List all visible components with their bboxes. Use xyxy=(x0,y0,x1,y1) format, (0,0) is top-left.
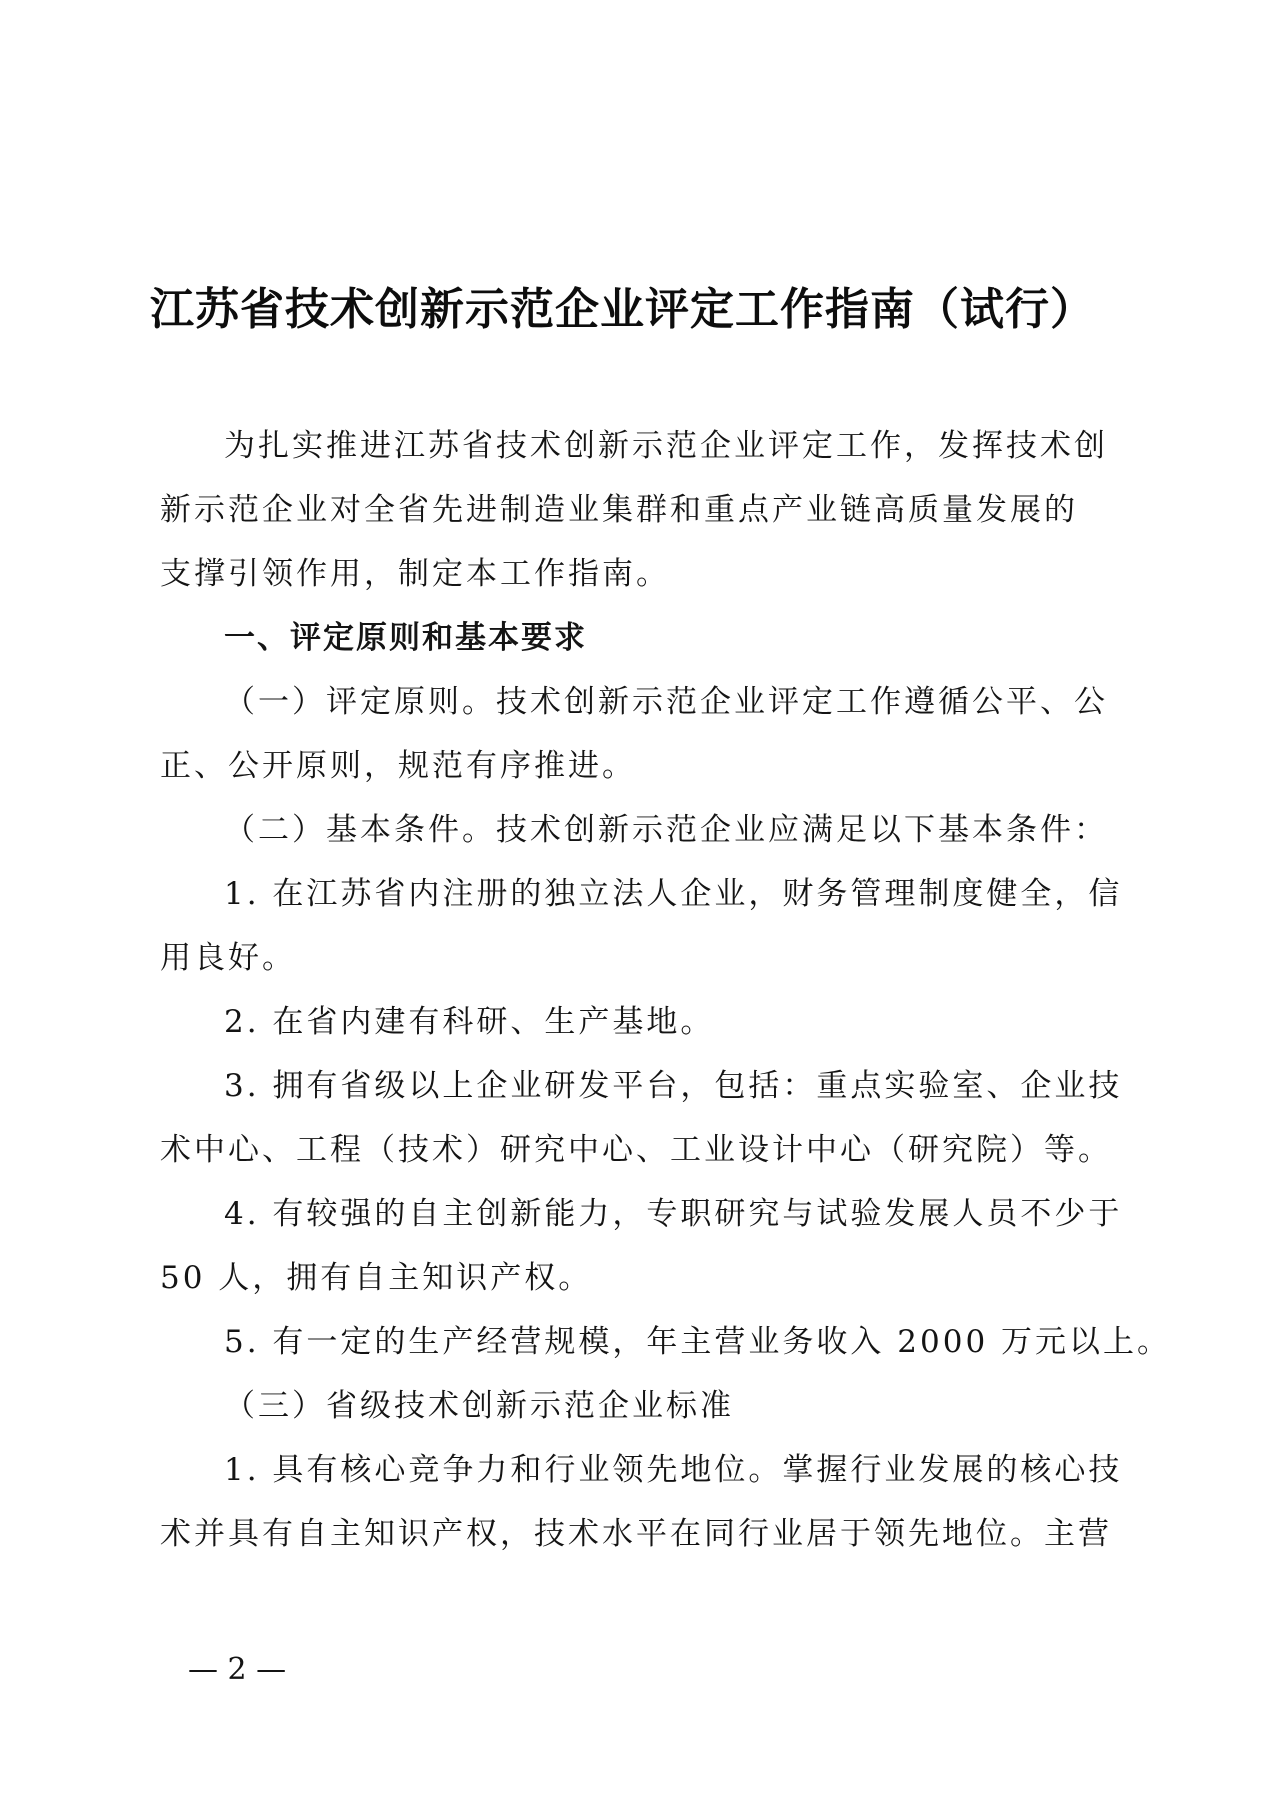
condition-4-line-1: 4. 有较强的自主创新能力，专职研究与试验发展人员不少于 xyxy=(224,1196,1123,1232)
condition-5: 5. 有一定的生产经营规模，年主营业务收入 2000 万元以上。 xyxy=(224,1324,1172,1360)
condition-4-line-2: 50 人，拥有自主知识产权。 xyxy=(160,1260,593,1296)
condition-2: 2. 在省内建有科研、生产基地。 xyxy=(224,1004,715,1040)
item-basic-conditions: （二）基本条件。技术创新示范企业应满足以下基本条件： xyxy=(224,812,1108,848)
standard-1-line-2: 术并具有自主知识产权，技术水平在同行业居于领先地位。主营 xyxy=(160,1516,1112,1552)
item-principles-line-2: 正、公开原则，规范有序推进。 xyxy=(160,748,636,784)
paragraph-intro-line-1: 为扎实推进江苏省技术创新示范企业评定工作，发挥技术创 xyxy=(224,428,1108,464)
page-number: — 2 — xyxy=(188,1652,287,1687)
item-provincial-standards: （三）省级技术创新示范企业标准 xyxy=(224,1388,734,1424)
standard-1-line-1: 1. 具有核心竞争力和行业领先地位。掌握行业发展的核心技 xyxy=(224,1452,1123,1488)
paragraph-intro-line-3: 支撑引领作用，制定本工作指南。 xyxy=(160,556,670,592)
condition-1-line-2: 用良好。 xyxy=(160,940,296,976)
section-heading-1: 一、评定原则和基本要求 xyxy=(224,620,587,656)
document-body xyxy=(160,414,1172,1566)
document-title: 江苏省技术创新示范企业评定工作指南（试行） xyxy=(150,284,1095,335)
condition-3-line-1: 3. 拥有省级以上企业研发平台，包括：重点实验室、企业技 xyxy=(224,1068,1123,1104)
condition-3-line-2: 术中心、工程（技术）研究中心、工业设计中心（研究院）等。 xyxy=(160,1132,1112,1168)
paragraph-intro-line-2: 新示范企业对全省先进制造业集群和重点产业链高质量发展的 xyxy=(160,492,1078,528)
item-principles-line-1: （一）评定原则。技术创新示范企业评定工作遵循公平、公 xyxy=(224,684,1108,720)
condition-1-line-1: 1. 在江苏省内注册的独立法人企业，财务管理制度健全，信 xyxy=(224,876,1123,912)
